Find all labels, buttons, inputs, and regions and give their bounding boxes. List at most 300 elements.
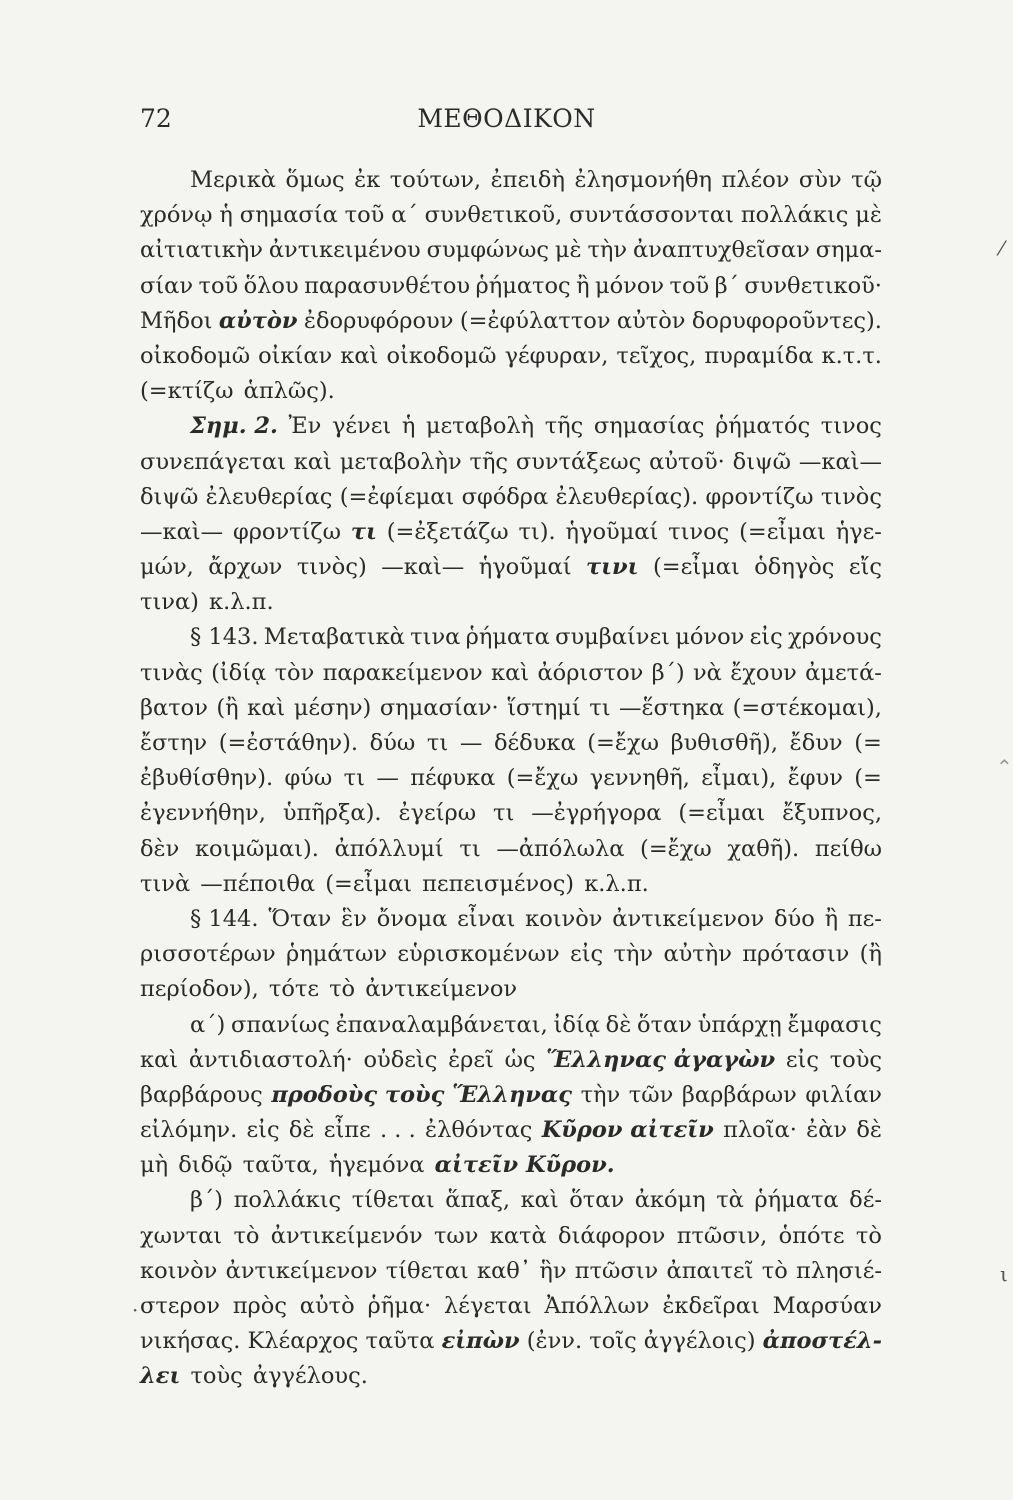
word: —ἀπόλωλα [496,835,625,862]
word: καθ᾽ [477,1257,532,1284]
word: § 143. [190,624,259,651]
word: πέφυκα [410,765,496,792]
word: ἀποστέλ- [762,1328,882,1355]
word: ἀμετά- [805,659,882,686]
word: τὴν [613,941,654,968]
word: μέσην) [293,694,372,721]
word: τοῦ [669,272,710,299]
word: πρὸς [232,1293,287,1319]
word: δύω [369,730,416,756]
word: σπανίως [231,1011,330,1038]
word: σημασίαν· [379,694,499,721]
word: πτῶσιν [574,1257,659,1284]
text-line [140,550,882,585]
word: ἐδορυφόρουν [303,307,454,334]
word: τι). [518,518,556,545]
word: εἰς [246,1117,280,1144]
word: τῆς [469,448,509,475]
margin-mark: ι [1000,1262,1008,1286]
word: οὐδεὶς [363,1046,438,1073]
word: ὄνομα [376,905,448,932]
word: τινὰς [140,659,203,686]
word: ὁπότε [778,1222,845,1249]
word: ρισσοτέρων [140,941,276,968]
margin-mark: · [132,1298,139,1322]
word: ἀντιδιαστολή· [188,1046,353,1073]
word: δὲ [605,1011,632,1038]
word: χωνται [140,1222,223,1249]
word: β΄ [714,272,739,299]
text-line [140,726,882,761]
word: —ἐγρήγορα [531,800,662,827]
text-line [140,163,882,198]
word: ἐὰν [806,1117,848,1144]
word: πεπεισμένος) [422,870,575,897]
word: τινος [668,518,730,545]
word: διψῶ [140,483,199,510]
word: λει [140,1363,181,1390]
word: σημασία [239,202,338,229]
word: τοῦ [344,202,385,229]
word: τινὸς) [296,554,367,581]
word: εἰλόμην. [140,1117,238,1144]
word: μόνον [595,272,665,299]
word: κ.λ.π. [584,870,649,897]
word: ἐρεῖ [448,1046,494,1073]
word: εἰπὼν [441,1328,520,1355]
word: συντάξεως [515,448,642,475]
word: εἶπε [323,1117,371,1144]
margin-mark: ⁄ [1000,236,1004,260]
text-line [140,269,882,304]
page-number: 72 [140,104,172,133]
text-line [140,620,882,655]
word: ἡγοῦμαί [565,518,659,545]
word: ὅταν [569,1187,625,1214]
word: βατον [140,694,208,721]
word: Μῆδοι [140,307,213,334]
word: —πέποιθα [200,870,316,897]
word: (=στέκομαι), [732,694,882,721]
word: ἐπαναλαμβάνεται, [335,1011,548,1038]
word: (= [854,730,882,756]
word: (=ἐφίεμαι [339,483,455,510]
word: πλοῖα· [723,1117,797,1144]
word: — [459,730,483,756]
body-text [140,163,882,1395]
word: τίθεται [385,1257,469,1284]
word: ὅλου [243,272,299,299]
word: οἰκοδομῶ [386,342,497,369]
word: δὲ [288,1117,315,1144]
word: τὴν [587,237,628,264]
word: (=ἔχω [506,765,579,792]
word: πλέον [721,167,790,193]
word: ὁδηγὸς [754,554,835,581]
word: κ.τ.τ. [821,342,882,369]
word: ἀγγέλους. [252,1363,368,1390]
word: αὐτὸν [616,307,686,334]
word: σφόδρα [461,483,549,510]
text-line [140,832,882,867]
word: παρασυνθέτου [304,272,471,299]
word: ἐπειδὴ [490,167,565,193]
text-line [140,1043,882,1078]
word: βαρβάρους [140,1081,263,1108]
word: τεῖχος, [616,342,697,369]
text-line [140,1148,882,1183]
word: φιλίαν [805,1081,882,1108]
word: ἐγείρω [398,800,477,827]
word: ἢ [576,272,590,299]
word: Μεταβατικὰ [263,624,405,651]
word: τοῦ [198,272,239,299]
word: ἓν [341,905,367,932]
word: Μαρσύαν [772,1293,882,1319]
word: των [433,1222,479,1249]
word: τοὺς [190,1363,243,1390]
word: Σημ. 2. [190,413,278,440]
word: εἶμαι), [701,765,777,792]
word: μεταβολὴν [339,448,462,475]
word: φροντίζω [232,518,341,545]
word: ὑπάρχῃ [697,1011,782,1038]
word: ἐλθόντας [425,1117,533,1144]
word: γένει [331,413,392,440]
word: ἐλευθερίας). [555,483,699,510]
word: ἔμφασις [787,1011,882,1038]
word: αἰτιατικὴν [140,237,263,264]
word: (=ἔχω [640,835,712,862]
word: . . . [380,1117,416,1144]
word: οἰκοδομῶ [140,342,251,369]
word: (=ἔχω [587,730,659,756]
word: διάφορον [558,1222,666,1249]
word: Κῦρον αἰτεῖν [541,1117,714,1144]
word: ἐκ [354,167,381,193]
word: περίοδον), [140,976,259,1003]
word: ἀντικείμενον [612,905,765,932]
word: τῶν [628,1081,674,1108]
text-line [140,304,882,339]
word: ἀόριστον [537,659,644,686]
word: τότε [268,976,319,1003]
word: ἐβυθίσθην). [140,765,274,792]
word: πλησιέ- [796,1257,882,1284]
text-line [140,409,882,444]
text-line [140,691,882,726]
word: α΄) [190,1011,226,1038]
word: ῥήματα [465,624,550,651]
word: σημα- [815,237,882,264]
text-line [140,515,882,550]
word: αἰτεῖν Κῦρον. [434,1152,615,1179]
word: τινος [820,413,882,440]
word: τὸ [855,1222,882,1249]
word: τινὰ [140,870,191,897]
word: τῆς [544,413,584,440]
word: Ἀπόλλων [544,1293,650,1319]
word: ἡγοῦμαί [478,554,572,581]
word: νικήσας. [140,1328,241,1355]
word: γέφυραν, [504,342,609,369]
word: ἀκόμη [634,1187,706,1214]
page-header [0,104,1013,144]
word: αὐτὸν [218,307,298,334]
text-line [140,445,882,480]
word: εἴς [848,554,882,581]
word: πε- [847,905,882,932]
word: καὶ [340,342,379,369]
text-line [140,1324,882,1359]
text-line [140,1008,882,1043]
word: ἡ [401,413,416,440]
word: τινι [586,554,639,581]
word: ῥήματος [475,272,571,299]
word: μὴ [140,1152,169,1179]
word: τὸ [329,976,356,1003]
text-line [140,761,882,796]
word: τι [426,730,449,756]
text-line [140,656,882,691]
text-line [140,198,882,233]
word: γεννηθῆ, [589,765,690,792]
word: τὸ [761,1257,788,1284]
word: κοιμῶμαι). [194,835,319,862]
word: ἰδίᾳ [553,1011,600,1038]
word: αὐτοῦ· [649,448,725,475]
word: ταῦτα [365,1328,435,1355]
word: (ἢ [216,694,239,721]
word: λέγεται [444,1293,532,1319]
text-line [140,1254,882,1289]
text-line [140,233,882,268]
text-line [140,972,882,1007]
word: (ἢ [859,941,882,968]
word: ὡς [504,1046,536,1073]
word: σημασίας [593,413,705,440]
word: ἀντικείμενον [365,976,518,1003]
text-line [140,1359,882,1394]
text-line [140,1219,882,1254]
word: ἐκδεῖραι [662,1293,760,1319]
word: ῥῆμα· [367,1293,432,1319]
word: τῷ [851,167,882,193]
word: πρότασιν [742,941,850,968]
word: πολλάκις [233,1187,342,1214]
word: εἰς [749,624,783,651]
word: εἰς [570,941,604,968]
word: τι [493,800,515,827]
word: εἶναι [457,905,516,932]
word: —καὶ— [381,554,465,581]
word: τι [589,694,611,721]
word: τινα [410,624,461,651]
word: χρόνῳ [140,202,213,229]
text-line [140,796,882,831]
word: ἔστην [140,730,208,756]
text-line [140,1289,882,1324]
word: ἀναπτυχθεῖσαν [632,237,810,264]
word: μών, [140,554,194,581]
word: τὸν [274,659,315,686]
word: τοῖς [589,1328,637,1355]
word: —καὶ— [798,448,882,475]
word: μόνον [675,624,745,651]
word: σὺν [798,167,842,193]
word: (ἰδίᾳ [211,659,267,686]
word: χαθῆ). [727,835,800,862]
margin-mark: ⌃ [996,755,1013,779]
word: δύο [773,905,815,932]
word: οἰκίαν [258,342,333,369]
word: (=εἶμαι [678,800,766,827]
word: βυθισθῆ), [670,730,778,756]
word: ἐλησμονήθη [574,167,712,193]
word: ἣν [539,1257,567,1284]
word: κοινὸν [140,1257,218,1284]
text-line [140,1078,882,1113]
word: α΄ [391,202,418,229]
word: (=εἶμαι [653,554,740,581]
word: συνεπάγεται [140,448,286,475]
word: κ.λ.π. [209,589,274,616]
text-line [140,339,882,374]
word: ἀντικείμενον [225,1257,378,1284]
word: συμφώνως [426,237,549,264]
word: δὲ [856,1117,882,1144]
word: τίθεται [351,1187,435,1214]
word: μὲ [554,237,582,264]
word: διδῷ [178,1152,233,1179]
word: ἡγεμόνα [328,1152,425,1179]
word: —καὶ— [140,518,224,545]
word: φύω [284,765,333,792]
word: συντάσσονται [569,202,734,229]
text-line [140,867,882,902]
word: εἰς [785,1046,819,1073]
word: ἔχουν [730,659,797,686]
word: καὶ [247,694,286,721]
word: ἀντικείμενόν [270,1222,423,1249]
text-line [140,374,882,409]
word: διψῶ [732,448,792,475]
word: ἀγγέλοις) [643,1328,756,1355]
word: τὰ [716,1187,744,1214]
word: ἢ [824,905,839,932]
word: αὐτὸ [299,1293,355,1319]
word: τι [343,765,365,792]
word: Ἕλληνας ἀγαγὼν [546,1046,776,1073]
text-line [140,1113,882,1148]
word: ῥημάτων [286,941,388,968]
word: τι [350,518,377,545]
word: πτῶσιν, [676,1222,768,1249]
word: καὶ [520,1187,559,1214]
word: νὰ [693,659,722,686]
word: σίαν [140,272,194,299]
word: (=εἶμαι [739,518,826,545]
word: τὸ [233,1222,260,1249]
word: δέ- [849,1187,882,1214]
word: ἡ [219,202,233,229]
word: ῥήματός [715,413,811,440]
word: ἔξυπνος, [782,800,882,827]
word: ἐγεννήθην, [140,800,266,827]
word: ἔδυν [789,730,843,756]
text-line [140,937,882,972]
word: ἅπαξ, [445,1187,510,1214]
word: τὴν [580,1081,621,1108]
word: πολλάκις [740,202,849,229]
text-line [140,480,882,515]
word: παρακείμενον [322,659,483,686]
word: μὲ [855,202,882,229]
word: κοινὸν [525,905,603,932]
word: — [376,765,399,792]
word: (ἐνν. [526,1328,583,1355]
word: εὑρισκομένων [397,941,560,968]
word: ὅταν [637,1011,692,1038]
word: καὶ [140,1046,179,1073]
word: (=ἐξετάζω [386,518,509,545]
running-title: ΜΕΘΟΔΙΚΟΝ [417,104,596,133]
word: πυραμίδα [704,342,814,369]
word: Ἐν [288,413,322,440]
word: β΄) [190,1187,224,1214]
word: ῥήματα [754,1187,839,1214]
word: ἡγε- [835,518,882,545]
word: ἔφυν [787,765,843,792]
word: πείθω [814,835,882,862]
word: συμβαίνει [555,624,670,651]
word: συνθετικοῦ, [424,202,563,229]
word: μεταβολὴ [425,413,535,440]
word: ὑπῆρξα). [282,800,382,827]
word: —ἕστηκα [619,694,725,721]
word: (=ἐφύλαττον [459,307,611,334]
word: συνθετικοῦ· [744,272,882,299]
word: τινὸς [820,483,882,510]
word: (= [854,765,882,792]
word: κατὰ [489,1222,547,1249]
text-line [140,1183,882,1218]
word: αὐτὴν [663,941,732,968]
word: καὶ [491,659,530,686]
word: β΄) [651,659,685,686]
word: ἄρχων [208,554,283,581]
word: χρόνους [788,624,882,651]
word: τι [459,835,481,862]
text-line [140,902,882,937]
word: ἵστημί [507,694,581,721]
text-line [140,585,882,620]
word: ἀπόλλυμί [334,835,444,862]
word: (=κτίζω [140,378,234,405]
word: ἐλευθερίας [205,483,333,510]
word: § 144. [190,905,259,932]
word: ὅμως [285,167,345,193]
word: (=εἶμαι [325,870,412,897]
word: στερον [140,1293,220,1319]
word: δὲν [140,835,180,862]
word: τούτων, [389,167,482,193]
word: φροντίζω [705,483,814,510]
word: τινα) [140,589,199,616]
word: ταῦτα, [242,1152,319,1179]
word: Μερικὰ [190,167,277,193]
word: τοὺς [829,1046,882,1073]
